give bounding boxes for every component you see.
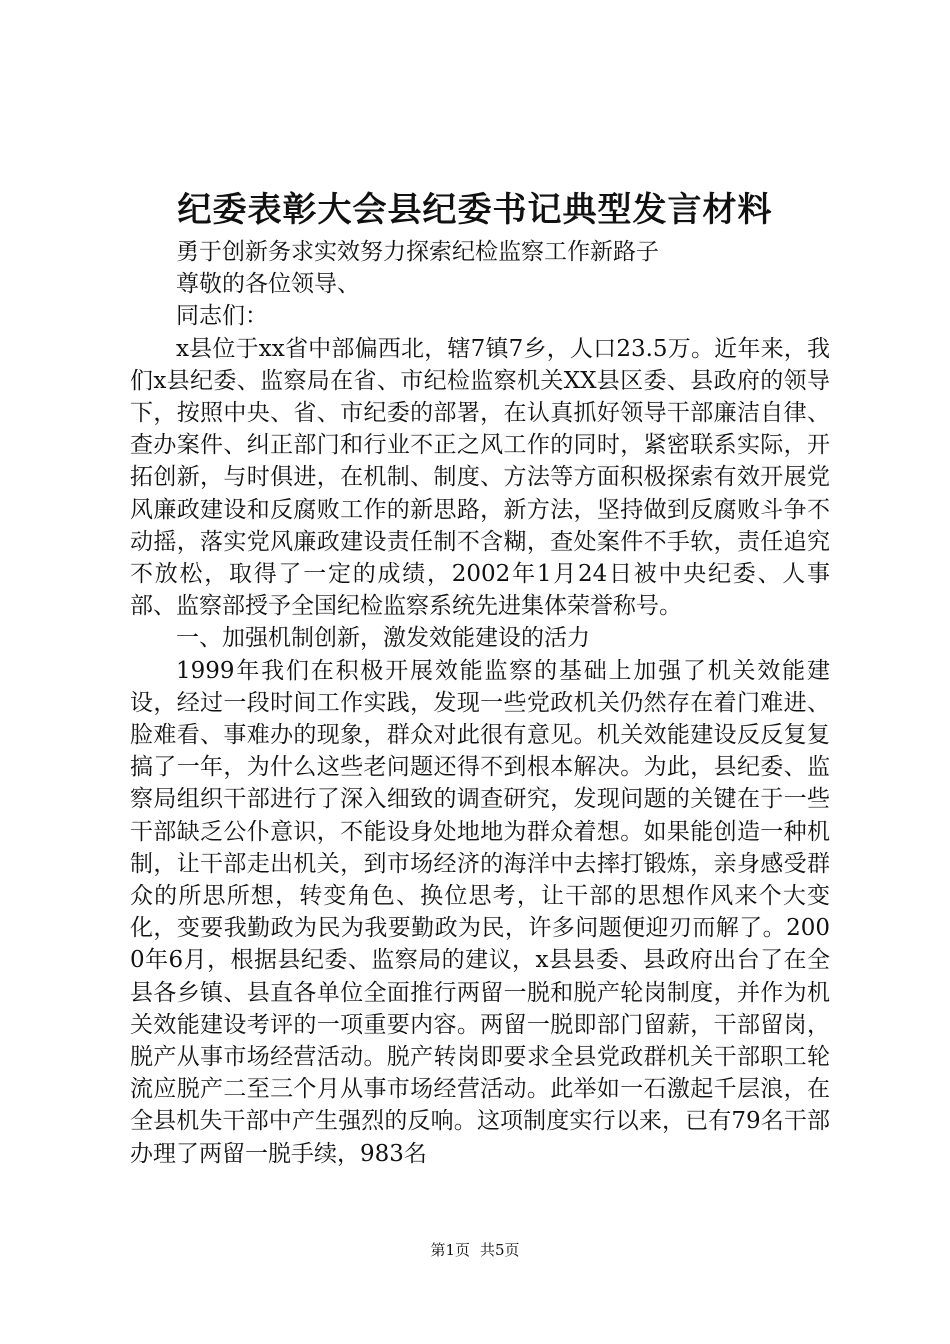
- page-number: 第1页: [430, 1241, 470, 1259]
- salutation-paragraph: 同志们：: [176, 303, 268, 330]
- subtitle-paragraph: 勇于创新务求实效努力探索纪检监察工作新路子: [176, 239, 659, 265]
- page-footer: [0, 1240, 950, 1260]
- document-title: 纪委表彰大会县纪委书记典型发言材料: [177, 190, 773, 230]
- page-total: 共5页: [480, 1241, 520, 1259]
- body-paragraph: 1999年我们在积极开展效能监察的基础上加强了机关效能建设，经过一段时间工作实践，发现一些党政机关仍然存在着门难进、脸难看、事难办的现象，群众对此很有意见。机关效能建设反反复复搞了一年，为什么这些老问题还得不到根本解决。为此，县纪委、监察局组织干部进行了深入细致的调查研究，发现问题的关键在于一些干部缺乏公仆意识，不能设身处地地为群众着想。如果能创造一种机制，让干部走出机关，到市场经济的海洋中去摔打锻炼，亲身感受群众的所思所想，转变角色、换位思考，让干部的思想作风来个大变化，变要我勤政为民为我要勤政为民，许多问题便迎刃而解了。2000年6月，根据县纪委、监察局的建议，x县县委、县政府出台了在全县各乡镇、县直各单位全面推行两留一脱和脱产轮岗制度，并作为机关效能建设考评的一项重要内容。两留一脱即部门留薪，干部留岗，脱产从事市场经营活动。脱产转岗即要求全县党政群机关干部职工轮流应脱产二至三个月从事市场经营活动。此举如一石激起千层浪，在全县机失干部中产生强烈的反响。这项制度实行以来，已有79名干部办理了两留一脱手续，983名: [130, 657, 830, 1167]
- section-heading: 一、加强机制创新，激发效能建设的活力: [176, 625, 590, 652]
- salutation-paragraph: 尊敬的各位领导、: [176, 271, 360, 298]
- document-body: [130, 236, 830, 1170]
- body-paragraph: x县位于xx省中部偏西北，辖7镇7乡，人口23.5万。近年来，我们x县纪委、监察局在省、市纪检监察机关XX县区委、县政府的领导下，按照中央、省、市纪委的部署，在认真抓好领导干部廉洁自律、查办案件、纠正部门和行业不正之风工作的同时，紧密联系实际，开拓创新，与时俱进，在机制、制度、方法等方面积极探索有效开展党风廉政建设和反腐败工作的新思路，新方法，坚持做到反腐败斗争不动摇，落实党风廉政建设责任制不含糊，查处案件不手软，责任追究不放松，取得了一定的成绩，2002年1月24日被中央纪委、人事部、监察部授予全国纪检监察系统先进集体荣誉称号。: [130, 335, 830, 620]
